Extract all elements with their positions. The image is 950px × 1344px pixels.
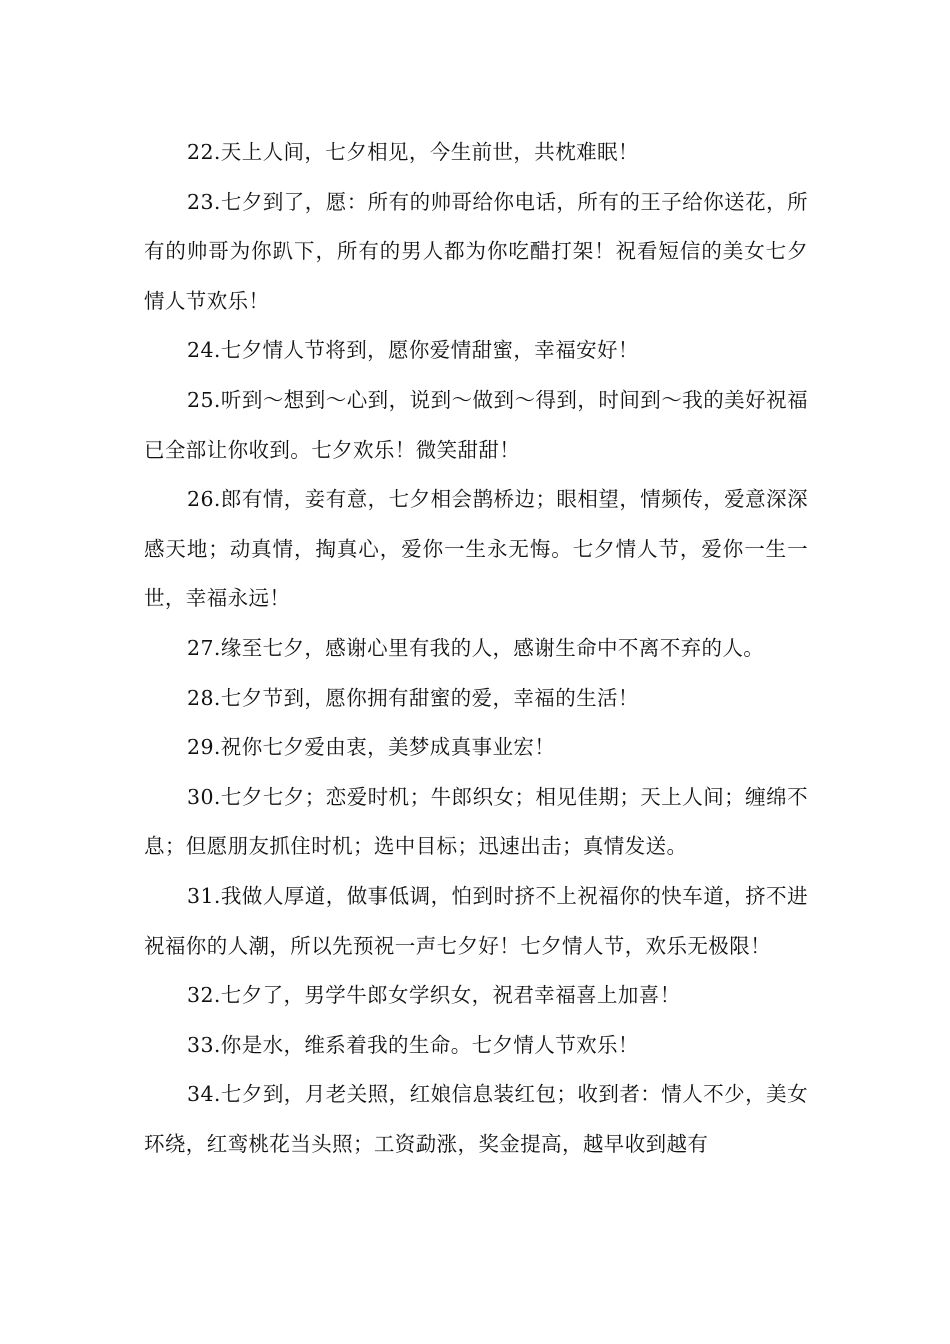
paragraph-27: 27.缘至七夕，感谢心里有我的人，感谢生命中不离不弃的人。 bbox=[187, 635, 765, 660]
paragraph-22: 22.天上人间，七夕相见，今生前世，共枕难眠！ bbox=[187, 140, 639, 164]
paragraph-30: 30.七夕七夕；恋爱时机；牛郎织女；相见佳期；天上人间；缠绵不息；但愿朋友抓住时机；选中目标；迅速出击；真情发送。 bbox=[144, 784, 808, 859]
paragraph-34: 34.七夕到，月老关照，红娘信息装红包；收到者：情人不少，美女环绕，红鸾桃花当头照；工资勐涨，奖金提高，越早收到越有 bbox=[144, 1082, 808, 1156]
paragraph-32: 32.七夕了，男学牛郎女学织女，祝君幸福喜上加喜！ bbox=[187, 983, 681, 1008]
paragraph-31: 31.我做人厚道，做事低调，怕到时挤不上祝福你的快车道，挤不进祝福你的人潮，所以先预祝一声七夕好！七夕情人节，欢乐无极限！ bbox=[144, 883, 808, 958]
paragraph-25: 25.听到～想到～心到，说到～做到～得到，时间到～我的美好祝福已全部让你收到。七夕欢乐！微笑甜甜！ bbox=[144, 387, 808, 462]
paragraph-28: 28.七夕节到，愿你拥有甜蜜的爱，幸福的生活！ bbox=[187, 685, 639, 710]
paragraph-23: 23.七夕到了，愿：所有的帅哥给你电话，所有的王子给你送花，所有的帅哥为你趴下，所有的男人都为你吃醋打架！祝看短信的美女七夕情人节欢乐！ bbox=[144, 189, 808, 313]
paragraph-24: 24.七夕情人节将到，愿你爱情甜蜜，幸福安好！ bbox=[187, 338, 639, 363]
paragraph-26: 26.郎有情，妾有意，七夕相会鹊桥边；眼相望，情频传，爱意深深感天地；动真情，掏真心，爱你一生永无悔。七夕情人节，爱你一生一世，幸福永远！ bbox=[144, 487, 808, 611]
paragraph-33: 33.你是水，维系着我的生命。七夕情人节欢乐！ bbox=[187, 1032, 639, 1057]
document-body bbox=[144, 128, 808, 1169]
paragraph-29: 29.祝你七夕爱由衷，美梦成真事业宏！ bbox=[187, 735, 556, 760]
